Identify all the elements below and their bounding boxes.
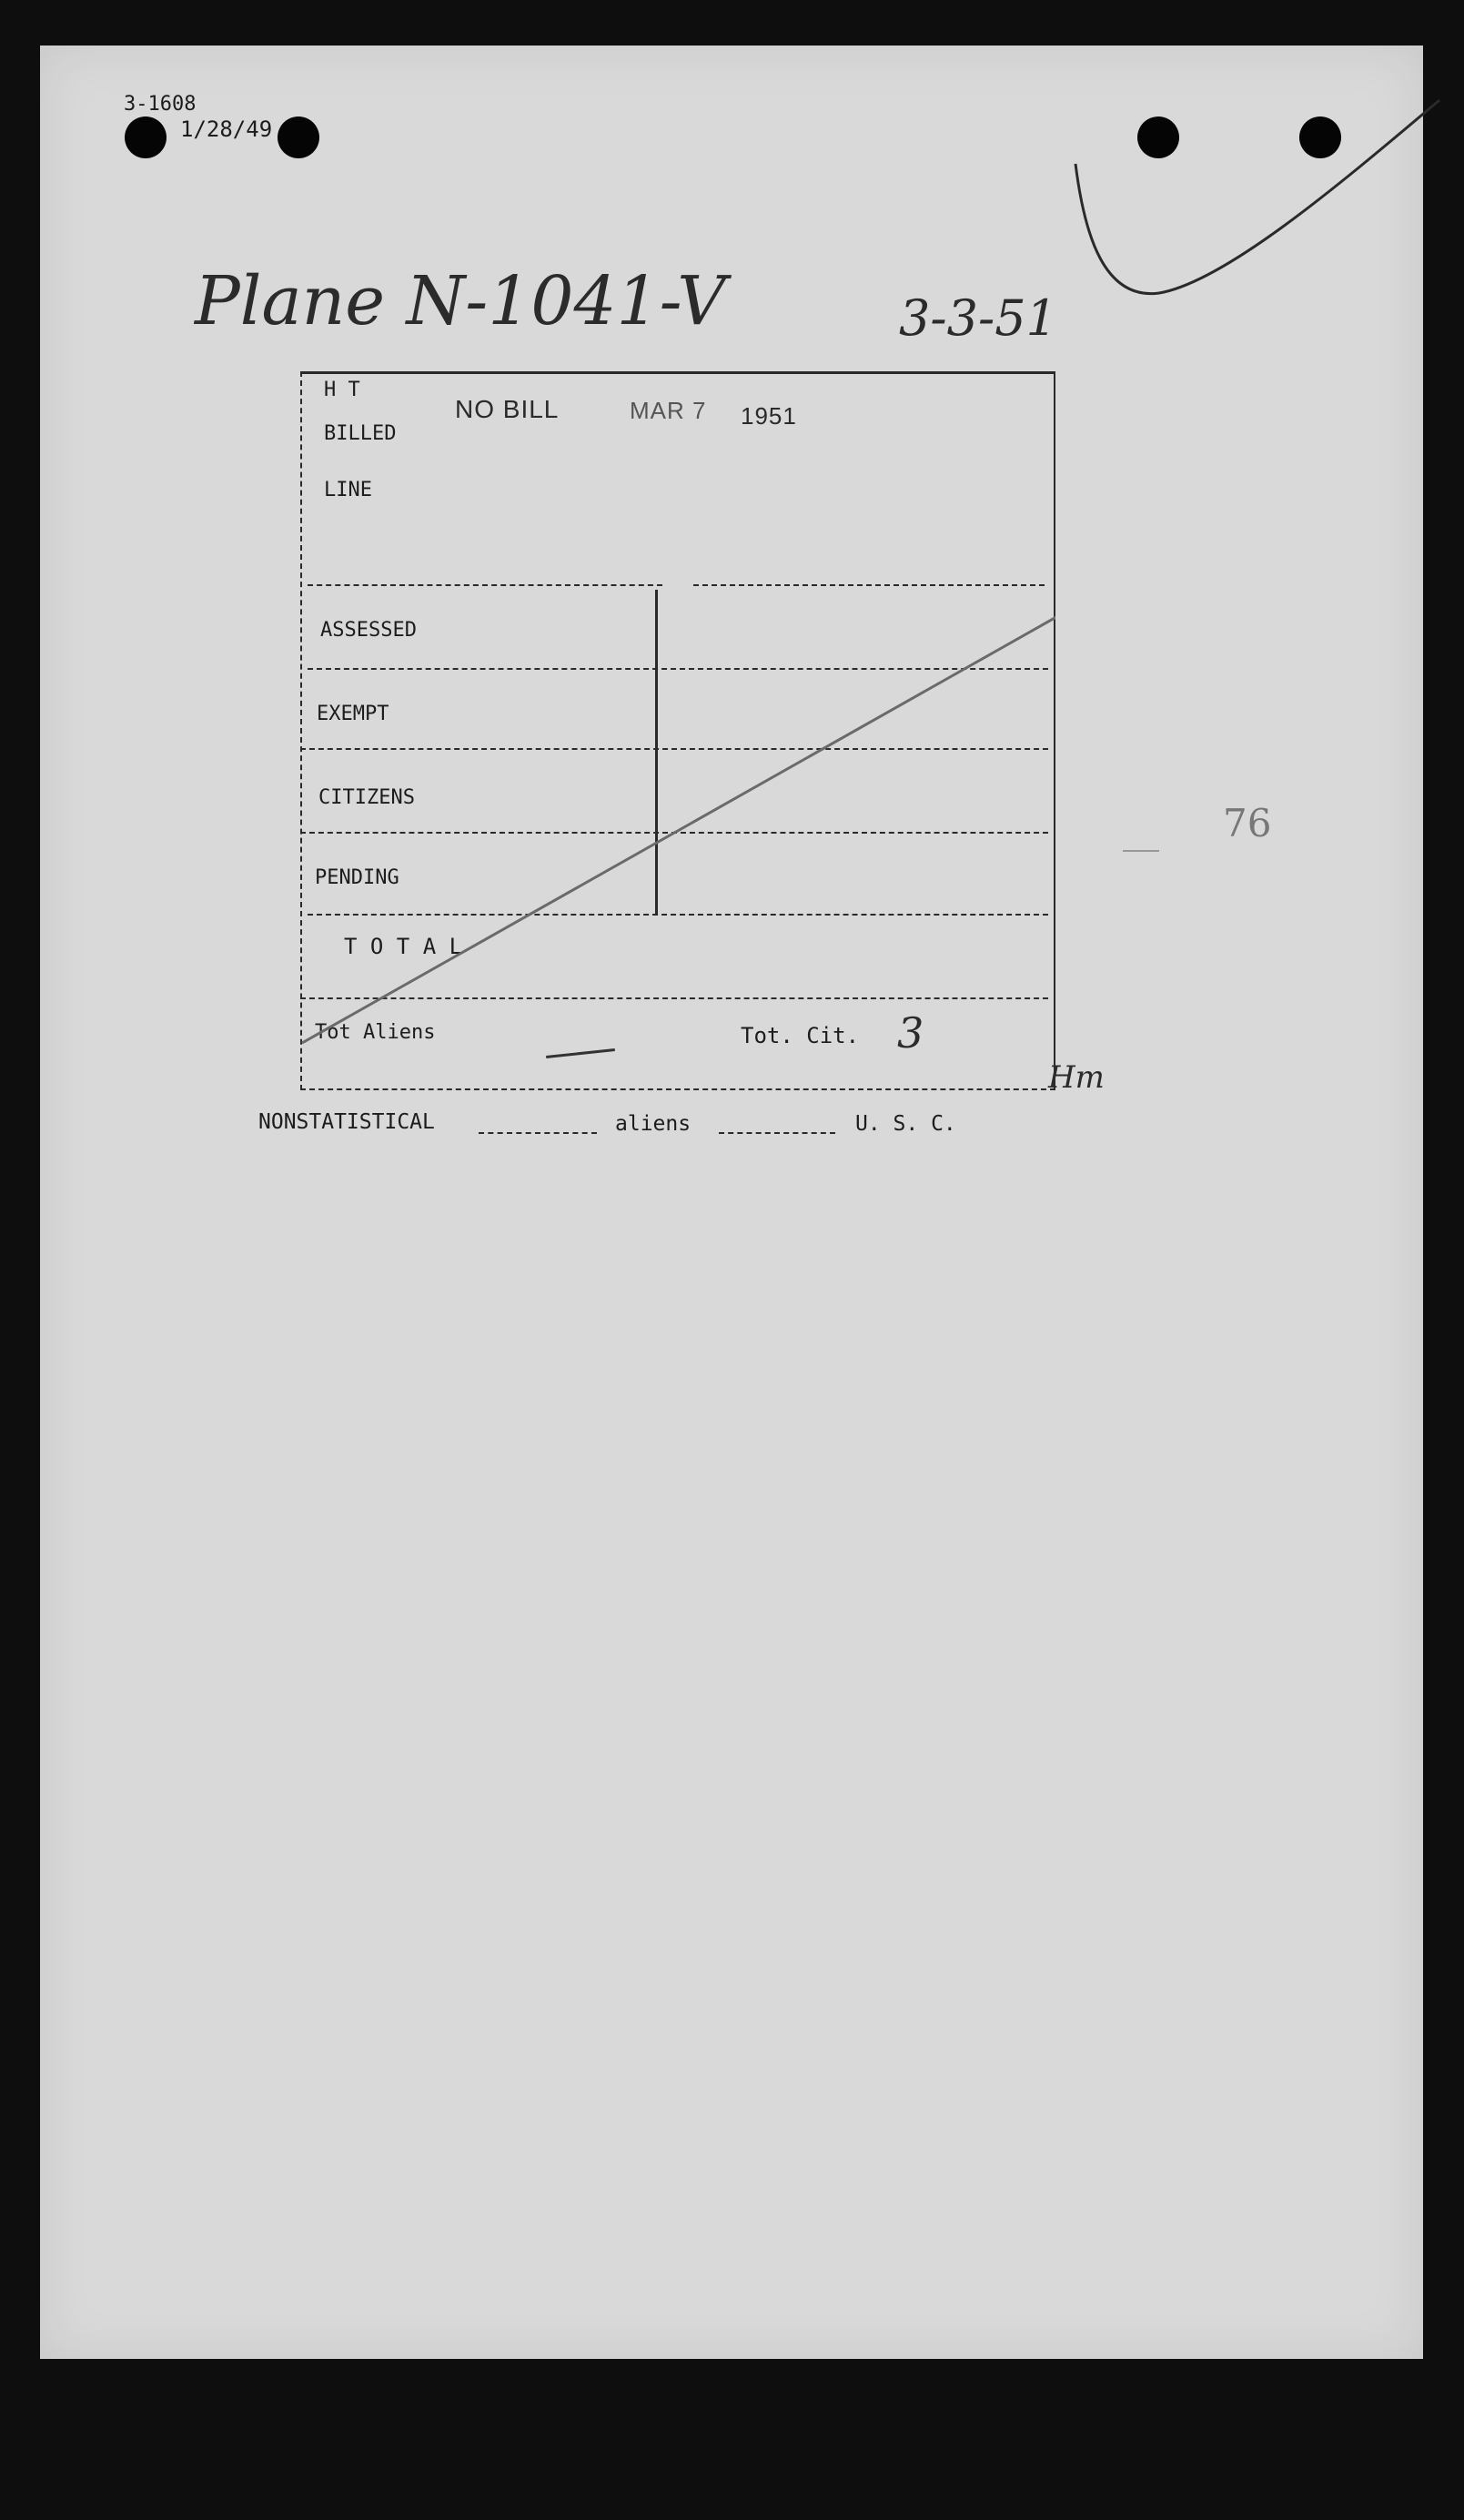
check-mark-icon <box>1068 55 1450 319</box>
tot-cit-label: Tot. Cit. <box>741 1023 860 1048</box>
strike-through-line <box>300 371 1055 1090</box>
usc-label: U. S. C. <box>855 1112 956 1136</box>
row-billed-label: BILLED <box>324 422 397 445</box>
row-ht-label: H T <box>324 379 360 401</box>
tot-aliens-label: Tot Aliens <box>315 1021 436 1044</box>
tot-cit-value-handwritten: 3 <box>897 1008 924 1058</box>
plane-number-handwritten: Plane N-1041-V <box>195 262 726 340</box>
initials-handwritten: Hm <box>1048 1059 1105 1096</box>
date-handwritten: 3-3-51 <box>899 289 1057 347</box>
usc-blank <box>719 1132 835 1134</box>
punch-hole <box>278 116 319 158</box>
row-exempt-label: EXEMPT <box>317 703 389 725</box>
row-assessed-label: ASSESSED <box>320 619 417 642</box>
form-box <box>300 371 1055 1090</box>
side-number: 76 <box>1223 801 1272 845</box>
row-citizens-label: CITIZENS <box>318 786 415 809</box>
nonstatistical-label: NONSTATISTICAL <box>258 1110 435 1134</box>
date-stamp-month-day: MAR 7 <box>630 397 707 424</box>
nonstatistical-aliens-blank <box>479 1132 597 1134</box>
aliens-label: aliens <box>615 1112 692 1136</box>
form-number: 3-1608 <box>124 93 197 116</box>
no-bill-stamp: NO BILL <box>455 395 560 423</box>
date-stamp-year: 1951 <box>741 402 797 430</box>
form-date: 1/28/49 <box>180 116 273 142</box>
row-pending-label: PENDING <box>315 866 399 889</box>
row-total-label: T O T A L <box>344 934 463 959</box>
faint-mark <box>1123 850 1159 852</box>
document-card <box>40 46 1423 2359</box>
row-line-label: LINE <box>324 479 372 501</box>
punch-hole <box>125 116 167 158</box>
